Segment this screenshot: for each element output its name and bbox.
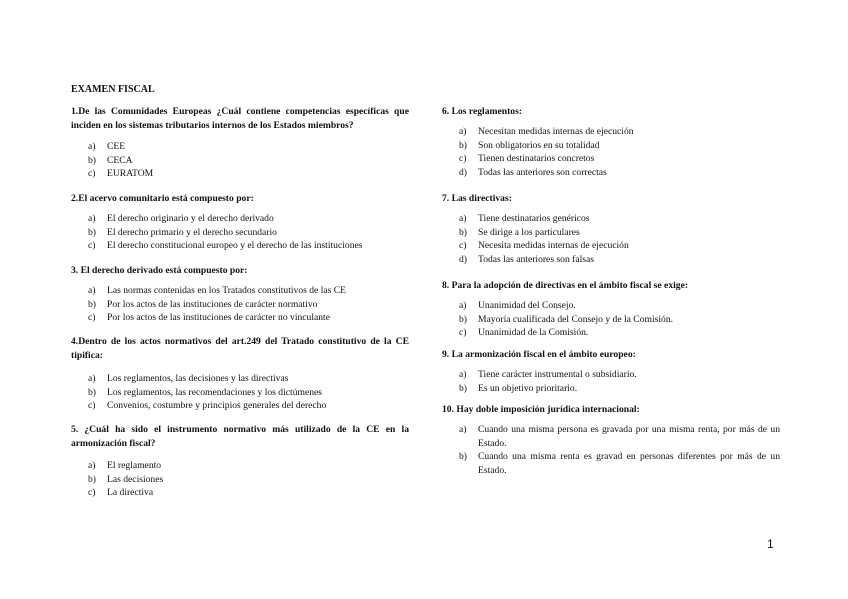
option-text: Necesitan medidas internas de ejecución [478, 126, 634, 137]
option-item [442, 139, 780, 153]
options-list [71, 284, 409, 325]
option-letter: a) [459, 369, 467, 380]
options-list [442, 125, 780, 180]
option-text: Mayoría cualificada del Consejo y de la Comisión. [478, 313, 674, 325]
option-text: Tienen destinatarios concretos [478, 153, 595, 165]
option-item [71, 473, 409, 487]
question-text: 10. Hay doble imposición jurídica internacional: [442, 404, 640, 415]
options-list [442, 368, 780, 395]
option-letter: b) [88, 226, 96, 238]
option-item [71, 212, 409, 226]
option-text: El derecho constitucional europeo y el derecho de las instituciones [107, 240, 363, 252]
option-item [71, 386, 409, 400]
option-letter: c) [88, 312, 96, 324]
option-text: Las normas contenidas en los Tratados constitutivos de las CE [107, 285, 347, 296]
option-letter: a) [459, 424, 467, 435]
option-item [71, 372, 409, 386]
question-3 [71, 264, 409, 325]
option-text: Todas las anteriores son falsas [478, 254, 595, 266]
options-list [71, 140, 409, 181]
option-item [71, 154, 409, 168]
option-text: Las decisiones [107, 473, 164, 485]
option-item [442, 239, 780, 253]
option-letter: a) [88, 285, 96, 296]
option-letter: b) [88, 154, 96, 166]
document-title: EXAMEN FISCAL [71, 84, 155, 95]
option-letter: c) [459, 240, 467, 252]
option-item [71, 399, 409, 413]
option-item [442, 152, 780, 166]
option-letter: b) [459, 226, 467, 238]
option-text: CECA [107, 154, 133, 166]
question-1 [71, 105, 409, 181]
option-item [442, 253, 780, 267]
options-list [71, 459, 409, 500]
option-letter: a) [459, 126, 467, 137]
option-text: El reglamento [107, 460, 162, 471]
option-text: Cuando una misma renta es gravad en personas diferentes por más de un Estado. [478, 451, 780, 477]
question-text: 1.De las Comunidades Europeas ¿Cuál contiene competencias específicas que inciden en los sistemas tributarios internos de los Estados miembros? [71, 106, 409, 131]
option-text: Unanimidad del Consejo. [478, 300, 576, 311]
option-item [71, 311, 409, 325]
question-text: 9. La armonización fiscal en el ámbito europeo: [442, 349, 636, 360]
option-text: Necesita medidas internas de ejecución [478, 240, 629, 252]
option-text: La directiva [107, 487, 154, 499]
option-letter: c) [459, 327, 467, 339]
option-item [442, 226, 780, 240]
option-text: Convenios, costumbre y principios generales del derecho [107, 400, 327, 412]
option-item [442, 368, 780, 382]
option-letter: c) [88, 168, 96, 180]
options-list [71, 372, 409, 413]
option-letter: a) [88, 141, 96, 152]
page-number: 1 [767, 537, 774, 551]
question-text: 7. Las directivas: [442, 193, 512, 204]
option-letter: b) [459, 382, 467, 394]
option-letter: a) [88, 213, 96, 224]
question-text: 8. Para la adopción de directivas en el ámbito fiscal se exige: [442, 280, 689, 291]
option-letter: b) [88, 298, 96, 310]
question-10 [442, 403, 780, 478]
option-text: Todas las anteriores son correctas [478, 167, 607, 179]
option-item [442, 450, 780, 477]
option-item [442, 212, 780, 226]
options-list [71, 212, 409, 253]
option-letter: a) [459, 213, 467, 224]
option-letter: a) [88, 373, 96, 384]
option-item [71, 459, 409, 473]
question-5 [71, 423, 409, 500]
option-text: Tiene destinatarios genéricos [478, 213, 590, 224]
option-text: Cuando una misma persona es gravada por una misma renta, por más de un Estado. [478, 424, 780, 449]
option-letter: d) [459, 254, 467, 266]
option-text: Por los actos de las instituciones de carácter no vinculante [107, 312, 330, 324]
question-text: 5. ¿Cuál ha sido el instrumento normativo más utilizado de la CE en la armonización fiscal? [71, 424, 409, 449]
question-4 [71, 335, 409, 413]
question-6 [442, 105, 780, 180]
option-text: Tiene carácter instrumental o subsidiario. [478, 369, 637, 380]
option-item [71, 239, 409, 253]
option-item [71, 226, 409, 240]
question-text: 3. El derecho derivado está compuesto por: [71, 265, 248, 276]
option-letter: b) [88, 473, 96, 485]
option-item [71, 298, 409, 312]
option-item [442, 166, 780, 180]
question-text: 2.El acervo comunitario está compuesto por: [71, 193, 254, 204]
option-item [442, 313, 780, 327]
option-letter: a) [88, 460, 96, 471]
option-letter: b) [459, 139, 467, 151]
option-item [442, 326, 780, 340]
question-text: 4.Dentro de los actos normativos del art.249 del Tratado constitutivo de la CE tipifica: [71, 336, 409, 361]
option-letter: b) [459, 451, 467, 463]
options-list [442, 299, 780, 340]
option-letter: c) [88, 400, 96, 412]
option-text: Los reglamentos, las decisiones y las directivas [107, 373, 289, 384]
option-item [71, 284, 409, 298]
question-9 [442, 348, 780, 395]
option-text: El derecho originario y el derecho derivado [107, 213, 274, 224]
option-text: EURATOM [107, 168, 154, 180]
question-text: 6. Los reglamentos: [442, 106, 523, 117]
option-text: Los reglamentos, las recomendaciones y los dictúmenes [107, 386, 322, 398]
option-text: Se dirige a los particulares [478, 226, 580, 238]
option-letter: d) [459, 167, 467, 179]
question-7 [442, 192, 780, 267]
option-item [71, 486, 409, 500]
option-item [71, 167, 409, 181]
option-letter: c) [88, 240, 96, 252]
option-item [442, 125, 780, 139]
options-list [442, 212, 780, 267]
option-item [71, 140, 409, 154]
question-8 [442, 279, 780, 340]
option-item [442, 299, 780, 313]
option-text: CEE [107, 141, 126, 152]
options-list [442, 423, 780, 478]
option-letter: c) [88, 487, 96, 499]
option-letter: a) [459, 300, 467, 311]
option-item [442, 382, 780, 396]
option-text: Es un objetivo prioritario. [478, 382, 578, 394]
option-text: Son obligatorios en su totalidad [478, 139, 600, 151]
option-letter: b) [88, 386, 96, 398]
option-item [442, 423, 780, 450]
option-letter: b) [459, 313, 467, 325]
option-text: Por los actos de las instituciones de carácter normativo [107, 298, 318, 310]
option-text: Unanimidad de la Comisión. [478, 327, 589, 339]
option-text: El derecho primario y el derecho secundario [107, 226, 277, 238]
option-letter: c) [459, 153, 467, 165]
question-2 [71, 192, 409, 253]
